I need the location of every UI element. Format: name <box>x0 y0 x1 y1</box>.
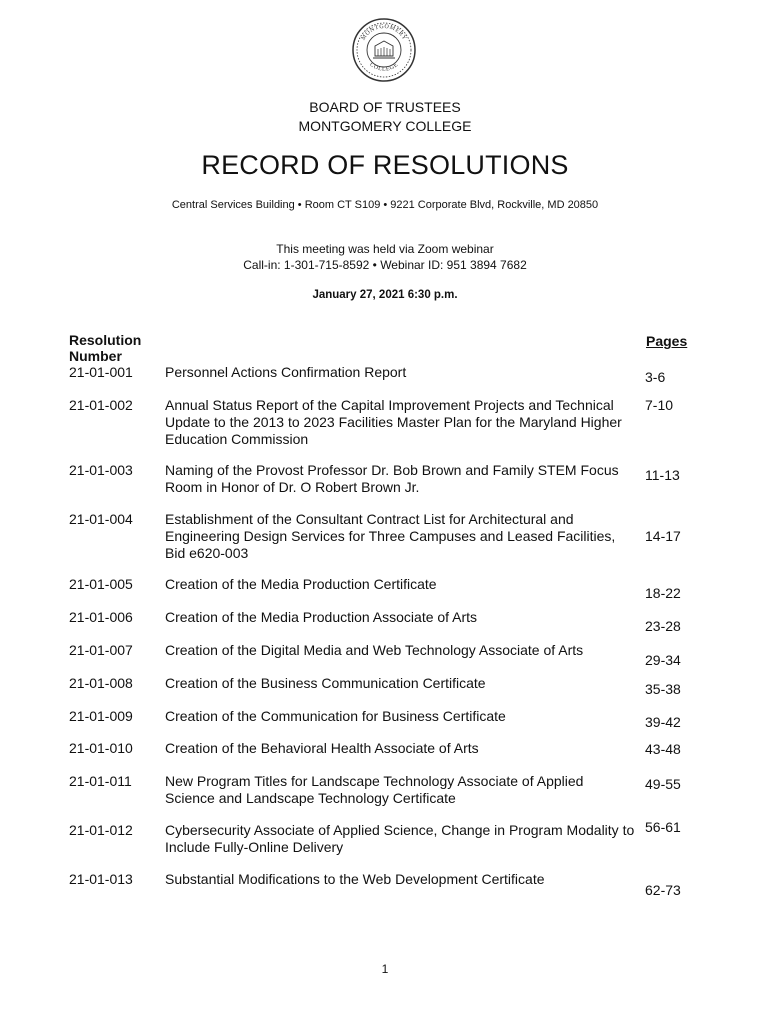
resolution-number: 21-01-007 <box>69 642 133 658</box>
resolution-number: 21-01-005 <box>69 576 133 592</box>
resolution-title: Personnel Actions Confirmation Report <box>165 364 407 380</box>
resolution-number: 21-01-004 <box>69 511 133 527</box>
resolution-title: Annual Status Report of the Capital Improvement Projects and Technical Update to the 2013 to 2023 Facilities Master Plan for the Maryland Higher Education Commission <box>165 397 622 447</box>
column-header-resolution-line1: Resolution <box>69 332 142 348</box>
resolution-title: Creation of the Digital Media and Web Technology Associate of Arts <box>165 642 584 658</box>
resolution-number: 21-01-012 <box>69 822 133 838</box>
resolution-number: 21-01-001 <box>69 364 133 380</box>
column-header-resolution-number <box>69 332 141 364</box>
resolution-number: 21-01-009 <box>69 708 133 724</box>
resolution-pages: 56-61 <box>645 819 681 835</box>
column-header-pages: Pages <box>646 333 688 349</box>
resolution-pages: 35-38 <box>645 681 681 697</box>
resolution-pages: 14-17 <box>645 528 681 544</box>
resolution-pages: 18-22 <box>645 585 681 601</box>
resolution-pages: 29-34 <box>645 652 681 668</box>
resolution-number: 21-01-013 <box>69 871 133 887</box>
resolution-number: 21-01-008 <box>69 675 133 691</box>
resolution-title: Creation of the Business Communication Certificate <box>165 675 486 691</box>
resolution-pages: 43-48 <box>645 741 681 757</box>
resolution-pages: 62-73 <box>645 882 681 898</box>
svg-text:COLLEGE: COLLEGE <box>368 61 400 73</box>
resolution-number: 21-01-011 <box>69 773 132 789</box>
page-number: 1 <box>381 962 389 976</box>
meeting-address: Central Services Building • Room CT S109 • 9221 Corporate Blvd, Rockville, MD 20850 <box>171 199 599 211</box>
resolution-title: Creation of the Communication for Business Certificate <box>165 708 506 724</box>
resolution-pages: 39-42 <box>645 714 681 730</box>
board-name: BOARD OF TRUSTEES <box>309 99 461 115</box>
resolution-number: 21-01-002 <box>69 397 133 413</box>
resolution-title: Creation of the Media Production Associate of Arts <box>165 609 478 625</box>
resolution-pages: 23-28 <box>645 618 681 634</box>
resolution-pages: 3-6 <box>645 369 666 385</box>
page-title: RECORD OF RESOLUTIONS <box>201 150 569 180</box>
resolution-number: 21-01-003 <box>69 462 133 478</box>
resolution-pages: 11-13 <box>645 467 680 483</box>
svg-text:MONTGOMERY: MONTGOMERY <box>360 23 408 42</box>
resolution-title: Cybersecurity Associate of Applied Science, Change in Program Modality to Include Fully-Online Delivery <box>165 822 635 855</box>
meeting-date: January 27, 2021 6:30 p.m. <box>312 289 458 301</box>
resolution-title: Establishment of the Consultant Contract List for Architectural and Engineering Design Services for Three Campuses and Leased Facilities, Bid e620-003 <box>165 511 616 561</box>
resolution-number: 21-01-006 <box>69 609 133 625</box>
resolution-number: 21-01-010 <box>69 740 133 756</box>
resolution-title: New Program Titles for Landscape Technology Associate of Applied Science and Landscape Technology Certificate <box>165 773 584 806</box>
college-seal-logo <box>350 16 418 84</box>
resolution-title: Creation of the Media Production Certificate <box>165 576 437 592</box>
meeting-call-in: Call-in: 1-301-715-8592 • Webinar ID: 951 3894 7682 <box>243 258 527 272</box>
resolution-title: Substantial Modifications to the Web Development Certificate <box>165 871 545 887</box>
meeting-format: This meeting was held via Zoom webinar <box>276 242 494 256</box>
resolution-pages: 7-10 <box>645 397 674 413</box>
resolution-title: Creation of the Behavioral Health Associate of Arts <box>165 740 479 756</box>
resolution-title: Naming of the Provost Professor Dr. Bob Brown and Family STEM Focus Room in Honor of Dr. O Robert Brown Jr. <box>165 462 619 495</box>
column-header-resolution-line2: Number <box>69 348 122 364</box>
college-name: MONTGOMERY COLLEGE <box>298 118 472 134</box>
resolution-pages: 49-55 <box>645 776 681 792</box>
